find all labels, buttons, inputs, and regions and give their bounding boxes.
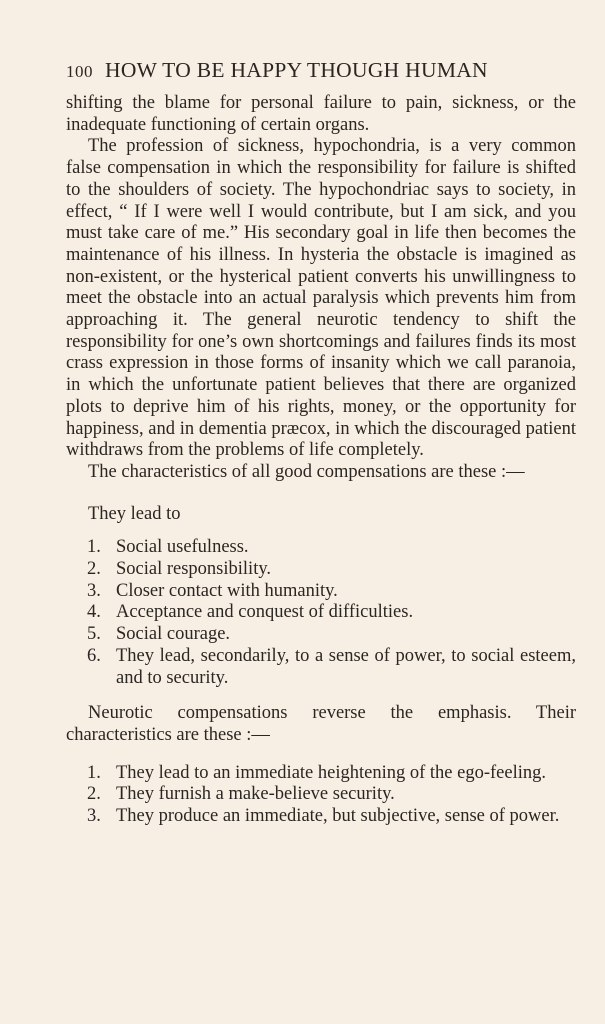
list-item-number: 3.	[87, 806, 101, 827]
list-item	[66, 763, 576, 785]
list-item	[66, 646, 576, 689]
list-item	[66, 806, 576, 828]
paragraph-hypochondria: The profession of sickness, hypochondria, is a very common false compensation in which the responsibility for failure is shifted to the shoulders of society. The hypochondriac says to society, in effect, “ If I were well I would contribute, but I am sick, and you must take care of me.” His secondary goal in life then becomes the maintenance of his illness. In hysteria the obstacle is imagined as non-existent, or the hysterical patient converts his unwillingness to meet the obstacle into an actual paralysis which prevents him from approaching it. The general neurotic tendency to shift the responsibility for one’s own shortcomings and failures finds its most crass expression in those forms of insanity which we call paranoia, in which the unfortunate patient believes that there are organized plots to deprive him of his rights, money, or the opportunity for happiness, and in dementia præcox, in which the discouraged patient withdraws from the problems of life completely.	[66, 136, 576, 461]
list-item-number: 2.	[87, 559, 101, 580]
book-page	[66, 58, 576, 842]
list-item	[66, 581, 576, 603]
list-item	[66, 559, 576, 581]
list-item-text: Social courage.	[116, 624, 231, 645]
list-item-number: 2.	[87, 784, 101, 805]
list-item-text: They lead to an immediate heightening of the ego-feeling.	[116, 762, 546, 783]
paragraph-good-compensations: The characteristics of all good compensations are these :—	[88, 461, 525, 482]
good-compensations-list	[66, 537, 576, 689]
list-item-number: 3.	[87, 580, 101, 601]
list-item-text: Social responsibility.	[116, 559, 272, 580]
list-item-text: Social usefulness.	[116, 537, 249, 558]
list-item-number: 4.	[87, 602, 101, 623]
list-item-text: They furnish a make-believe security.	[116, 784, 395, 805]
list-item-text: They lead, secondarily, to a sense of power, to social esteem, and to security.	[116, 645, 576, 688]
list-item-number: 5.	[87, 624, 101, 645]
list-item-text: Closer contact with humanity.	[116, 580, 338, 601]
list-item-text: Acceptance and conquest of difficulties.	[116, 602, 414, 623]
list-item	[66, 624, 576, 646]
list-item-number: 1.	[87, 537, 101, 558]
list-item	[66, 784, 576, 806]
list-lead: They lead to	[88, 503, 181, 524]
list-item	[66, 602, 576, 624]
list-item-number: 1.	[87, 762, 101, 783]
running-head	[66, 58, 576, 83]
list-item-number: 6.	[87, 645, 101, 666]
paragraph-neurotic-compensations: Neurotic compensations reverse the emphasis. Their characteristics are these :—	[66, 703, 576, 745]
list-item-text: They produce an immediate, but subjective, sense of power.	[116, 806, 560, 827]
body-text	[66, 93, 576, 828]
list-item	[66, 537, 576, 559]
neurotic-compensations-list	[66, 763, 576, 828]
book-title: HOW TO BE HAPPY THOUGH HUMAN	[105, 58, 488, 82]
page-number: 100	[66, 62, 93, 81]
paragraph-continuation: shifting the blame for personal failure to pain, sickness, or the inadequate functioning of certain organs.	[66, 93, 576, 135]
